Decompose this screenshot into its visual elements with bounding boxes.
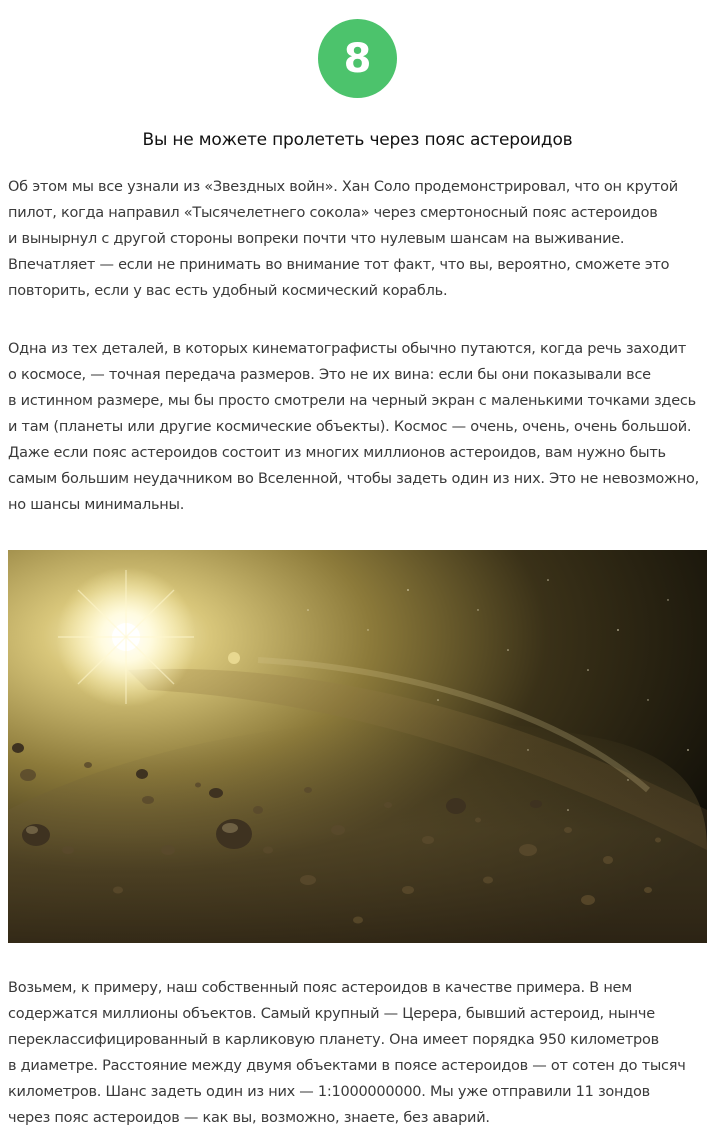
- paragraph-line: Возьмем, к примеру, наш собственный пояс астероидов в качестве примера. В нем: [8, 980, 632, 996]
- paragraph-line: но шансы минимальны.: [8, 497, 185, 513]
- paragraph-line: содержатся миллионы объектов. Самый крупный — Церера, бывший астероид, нынче: [8, 1006, 655, 1022]
- paragraph-line: самым большим неудачником во Вселенной, чтобы задеть один из них. Это не невозможно,: [8, 471, 700, 487]
- paragraph-line: в истинном размере, мы бы просто смотрели на черный экран с маленькими точками здесь: [8, 393, 696, 409]
- paragraph-our-belt: [8, 975, 708, 1131]
- paragraph-line: Даже если пояс астероидов состоит из многих миллионов астероидов, вам нужно быть: [8, 445, 666, 461]
- paragraph-line: километров. Шанс задеть один из них — 1:1000000000. Мы уже отправили 11 зондов: [8, 1084, 650, 1100]
- paragraph-intro: [8, 174, 708, 304]
- paragraph-line: через пояс астероидов — как вы, возможно, знаете, без аварий.: [8, 1110, 490, 1126]
- paragraph-line: и там (планеты или другие космические объекты). Космос — очень, очень, очень большой.: [8, 419, 692, 435]
- paragraph-line: повторить, если у вас есть удобный космический корабль.: [8, 283, 448, 299]
- section-number-badge: [318, 19, 397, 98]
- paragraph-scale: [8, 336, 708, 518]
- paragraph-line: в диаметре. Расстояние между двумя объектами в поясе астероидов — от сотен до тысяч: [8, 1058, 686, 1074]
- paragraph-line: пилот, когда направил «Тысячелетнего сокола» через смертоносный пояс астероидов: [8, 205, 658, 221]
- section-number: 8: [343, 35, 372, 82]
- paragraph-line: Впечатляет — если не принимать во внимание тот факт, что вы, вероятно, сможете это: [8, 257, 670, 273]
- section-title: Вы не можете пролететь через пояс астероидов: [142, 130, 573, 150]
- paragraph-line: переклассифицированный в карликовую планету. Она имеет порядка 950 километров: [8, 1032, 659, 1048]
- paragraph-line: Об этом мы все узнали из «Звездных войн». Хан Соло продемонстрировал, что он крутой: [8, 179, 678, 195]
- paragraph-line: и вынырнул с другой стороны вопреки почти что нулевым шансам на выживание.: [8, 231, 625, 247]
- paragraph-line: о космосе, — точная передача размеров. Это не их вина: если бы они показывали все: [8, 367, 651, 383]
- paragraph-line: Одна из тех деталей, в которых кинематографисты обычно путаются, когда речь заходит: [8, 341, 687, 357]
- asteroid-belt-image: [8, 550, 707, 943]
